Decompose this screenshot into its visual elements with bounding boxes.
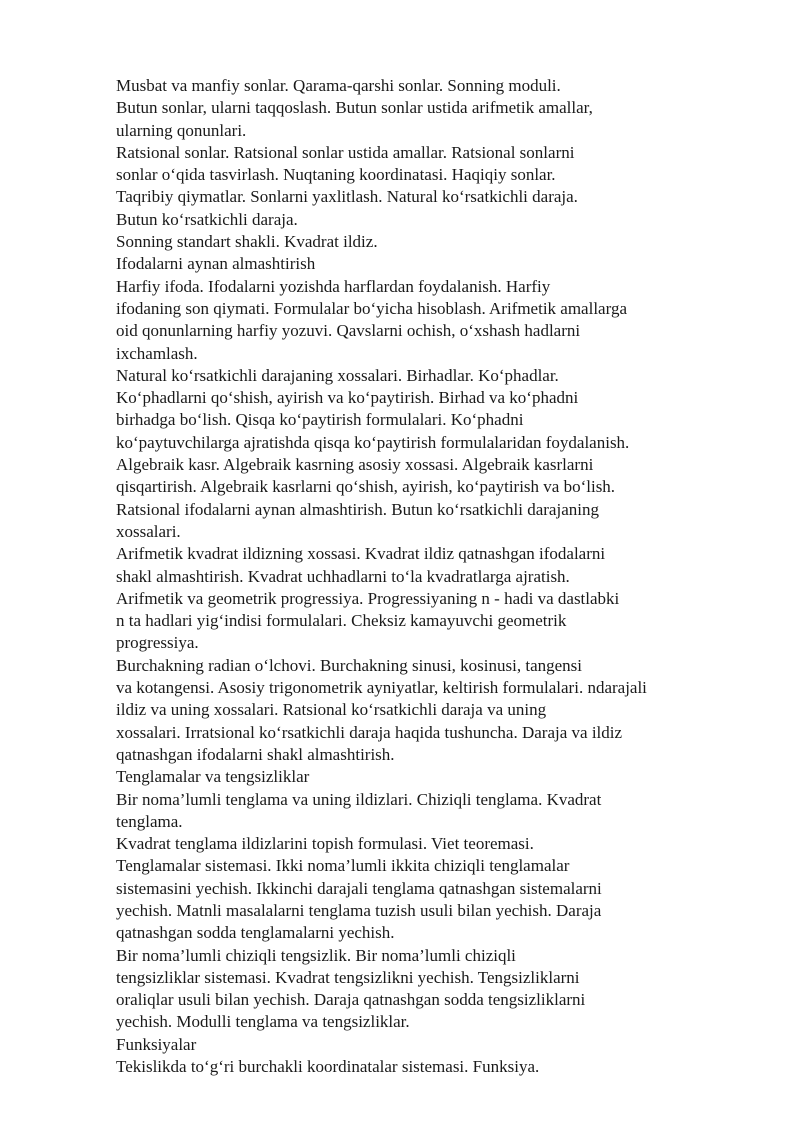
text-line: Bir noma’lumli chiziqli tengsizlik. Bir noma’lumli chiziqli (116, 945, 516, 965)
text-line: Natural ko‘rsatkichli darajaning xossalari. Birhadlar. Ko‘phadlar. (116, 365, 559, 385)
text-line: Harfiy ifoda. Ifodalarni yozishda harflardan foydalanish. Harfiy (116, 276, 551, 296)
text-line: tenglama. (116, 811, 183, 831)
text-line: Sonning standart shakli. Kvadrat ildiz. (116, 232, 378, 252)
text-line: progressiya. (116, 633, 199, 653)
text-line: sonlar o‘qida tasvirlash. Nuqtaning koordinatasi. Haqiqiy sonlar. (116, 165, 556, 185)
text-line: n ta hadlari yig‘indisi formulalari. Cheksiz kamayuvchi geometrik (116, 611, 567, 631)
text-line: Kvadrat tenglama ildizlarini topish formulasi. Viet teoremasi. (116, 834, 534, 854)
text-line: Bir noma’lumli tenglama va uning ildizlari. Chiziqli tenglama. Kvadrat (116, 789, 602, 809)
text-line: xossalari. (116, 521, 181, 541)
text-line: qisqartirish. Algebraik kasrlarni qo‘shish, ayirish, ko‘paytirish va bo‘lish. (116, 477, 616, 497)
text-line: oraliqlar usuli bilan yechish. Daraja qatnashgan sodda tengsizliklarni (116, 990, 586, 1010)
text-line: Arifmetik kvadrat ildizning xossasi. Kvadrat ildiz qatnashgan ifodalarni (116, 544, 606, 564)
text-line: Ratsional sonlar. Ratsional sonlar ustida amallar. Ratsional sonlarni (116, 142, 575, 162)
text-line: shakl almashtirish. Kvadrat uchhadlarni to‘la kvadratlarga ajratish. (116, 566, 570, 586)
text-line: qatnashgan ifodalarni shakl almashtirish. (116, 744, 395, 764)
text-line: Tenglamalar sistemasi. Ikki noma’lumli ikkita chiziqli tenglamalar (116, 856, 570, 876)
text-line: xossalari. Irratsional ko‘rsatkichli daraja haqida tushuncha. Daraja va ildiz (116, 722, 623, 742)
text-line: ularning qonunlari. (116, 120, 247, 140)
text-line: ifodaning son qiymati. Formulalar bo‘yicha hisoblash. Arifmetik amallarga (116, 298, 627, 318)
text-line: Funksiyalar (116, 1034, 197, 1054)
text-line: tengsizliklar sistemasi. Kvadrat tengsizlikni yechish. Tengsizliklarni (116, 967, 580, 987)
text-line: Tekislikda to‘g‘ri burchakli koordinatalar sistemasi. Funksiya. (116, 1057, 540, 1077)
text-line: oid qonunlarning harfiy yozuvi. Qavslarni ochish, o‘xshash hadlarni (116, 321, 581, 341)
text-line: Arifmetik va geometrik progressiya. Progressiyaning n - hadi va dastlabki (116, 588, 620, 608)
text-line: Butun sonlar, ularni taqqoslash. Butun sonlar ustida arifmetik amallar, (116, 98, 593, 118)
text-line: ko‘paytuvchilarga ajratishda qisqa ko‘paytirish formulalaridan foydalanish. (116, 432, 630, 452)
text-line: Ko‘phadlarni qo‘shish, ayirish va ko‘paytirish. Birhad va ko‘phadni (116, 388, 579, 408)
text-line: Algebraik kasr. Algebraik kasrning asosiy xossasi. Algebraik kasrlarni (116, 455, 594, 475)
text-line: ixchamlash. (116, 343, 198, 363)
text-line: birhadga bo‘lish. Qisqa ko‘paytirish formulalari. Ko‘phadni (116, 410, 524, 430)
text-line: Burchakning radian o‘lchovi. Burchakning sinusi, kosinusi, tangensi (116, 655, 583, 675)
text-line: Tenglamalar va tengsizliklar (116, 767, 310, 787)
text-line: va kotangensi. Asosiy trigonometrik ayniyatlar, keltirish formulalari. ndarajali (116, 678, 647, 698)
text-line: Butun ko‘rsatkichli daraja. (116, 209, 298, 229)
text-line: qatnashgan sodda tenglamalarni yechish. (116, 923, 395, 943)
text-line: Ratsional ifodalarni aynan almashtirish. Butun ko‘rsatkichli darajaning (116, 499, 599, 519)
text-line: ildiz va uning xossalari. Ratsional ko‘rsatkichli daraja va uning (116, 700, 547, 720)
text-line: yechish. Matnli masalalarni tenglama tuzish usuli bilan yechish. Daraja (116, 900, 602, 920)
text-line: Musbat va manfiy sonlar. Qarama-qarshi sonlar. Sonning moduli. (116, 76, 561, 95)
text-line: sistemasini yechish. Ikkinchi darajali tenglama qatnashgan sistemalarni (116, 878, 602, 898)
text-line: Ifodalarni aynan almashtirish (116, 254, 316, 274)
text-line: yechish. Modulli tenglama va tengsizliklar. (116, 1012, 410, 1032)
document-body-text (116, 75, 716, 1078)
text-line: Taqribiy qiymatlar. Sonlarni yaxlitlash. Natural ko‘rsatkichli daraja. (116, 187, 578, 207)
